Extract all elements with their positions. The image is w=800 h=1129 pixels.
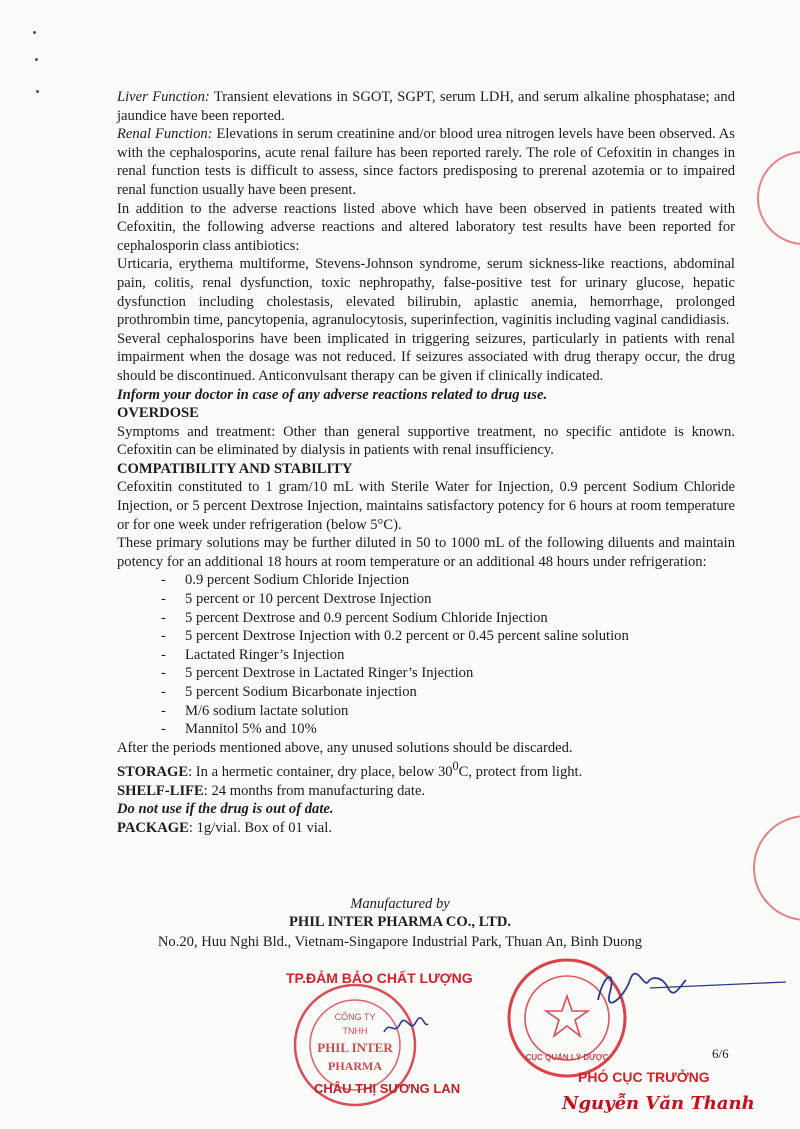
storage-paragraph [117, 757, 735, 781]
overdose-text: Symptoms and treatment: Other than general supportive treatment, no specific antidote is known. Cefoxitin can be eliminated by dialysis in patients with renal insufficiency. [117, 423, 735, 459]
list-item [117, 609, 735, 628]
margin-mark [35, 58, 38, 61]
director-title: PHÓ CỤC TRƯỞNG [578, 1069, 710, 1085]
renal-function-text: Elevations in serum creatinine and/or blood urea nitrogen levels have been observed. As with the cephalosporins, acute renal failure has been reported rarely. The role of Cefoxitin in changes in renal function tests is difficult to assess, since factors predisposing to prerenal azotemia or to impaired renal function usually have been present. [117, 126, 735, 198]
page-number: 6/6 [712, 1046, 729, 1061]
shelf-life-text: : 24 months from manufacturing date. [203, 782, 426, 799]
list-item [117, 646, 735, 665]
compatibility-heading: COMPATIBILITY AND STABILITY [117, 460, 353, 477]
diluent-label: Mannitol 5% and 10% [185, 721, 317, 738]
liver-function-text: Transient elevations in SGOT, SGPT, serum LDH, and serum alkaline phosphatase; and jaundice have been reported. [117, 89, 735, 124]
list-bullet: - [161, 721, 166, 738]
storage-text: : In a hermetic container, dry place, below 30 [188, 764, 453, 781]
stamp-line: TNHH [342, 1026, 368, 1036]
director-name: Nguyễn Văn Thanh [562, 1093, 755, 1114]
list-item [117, 702, 735, 721]
storage-label: STORAGE [117, 764, 189, 781]
authority-stamp-text: CỤC QUẢN LÝ DƯỢC [525, 1053, 609, 1062]
stamp-line: CÔNG TY [334, 1012, 376, 1022]
compatibility-text-1: Cefoxitin constituted to 1 gram/10 mL with Sterile Water for Injection, 0.9 percent Sodium Chloride Injection, or 5 percent Dextrose Injection, maintains satisfactory potency for 6 hours at room temperature or for one week under refrigeration (below 5°C). [117, 479, 735, 533]
list-bullet: - [161, 628, 166, 645]
document-body [117, 88, 735, 838]
diluent-label: M/6 sodium lactate solution [185, 702, 349, 719]
stamp-line: PHARMA [328, 1059, 382, 1073]
diluent-label: 5 percent or 10 percent Dextrose Injection [185, 591, 432, 608]
manufactured-by-label: Manufactured by [350, 896, 450, 912]
list-bullet: - [161, 684, 166, 700]
shelf-life-paragraph [117, 782, 735, 801]
class-reactions-paragraph: Urticaria, erythema multiforme, Stevens-Johnson syndrome, serum sickness-like reactions, abdominal pain, colitis, renal dysfunction, toxic nephropathy, false-positive test for urinary glucose, hepatic dysfunction including cholestasis, elevated bilirubin, aplastic anemia, hemorrhage, prolonged prothrombin time, pancytopenia, agranulocytosis, superinfection, vaginitis including vaginal candidiasis. [117, 256, 735, 329]
compatibility-text-2: These primary solutions may be further diluted in 50 to 1000 mL of the following diluents and maintain potency for an additional 18 hours at room temperature or an additional 48 hours under refrigeration: [117, 535, 735, 570]
package-text: : 1g/vial. Box of 01 vial. [188, 820, 332, 837]
qa-signature [380, 1012, 430, 1042]
diluent-label: 5 percent Dextrose in Lactated Ringer’s Injection [185, 665, 474, 682]
renal-function-paragraph [117, 125, 735, 199]
director-signature [590, 958, 790, 1018]
list-bullet: - [161, 572, 166, 589]
degree-superscript: 0 [452, 759, 459, 774]
diluent-label: 5 percent Dextrose Injection with 0.2 percent or 0.45 percent saline solution [185, 628, 629, 645]
stamp-line: PHIL INTER [317, 1040, 393, 1055]
inform-doctor-warning: Inform your doctor in case of any adverse reactions related to drug use. [117, 386, 548, 403]
shelf-life-label: SHELF-LIFE [117, 782, 204, 799]
manufacturer-address: No.20, Huu Nghi Bld., Vietnam-Singapore Industrial Park, Thuan An, Binh Duong [157, 934, 643, 950]
list-item [117, 571, 735, 590]
diluent-list [117, 571, 735, 738]
list-item [117, 664, 735, 683]
list-item [117, 720, 735, 739]
list-bullet: - [161, 609, 166, 626]
liver-function-paragraph [117, 88, 735, 125]
manufacturer-name: PHIL INTER PHARMA CO., LTD. [288, 914, 512, 930]
package-paragraph [117, 819, 735, 838]
renal-function-label: Renal Function: [117, 126, 213, 143]
liver-function-label: Liver Function: [117, 89, 210, 105]
list-bullet: - [161, 665, 166, 682]
additional-reactions-paragraph: In addition to the adverse reactions listed above which have been observed in patients treated with Cefoxitin, the following adverse reactions and altered laboratory test results have been reported for cephalosporin class antibiotics: [117, 200, 735, 254]
list-item [117, 683, 735, 702]
diluent-label: Lactated Ringer’s Injection [185, 646, 345, 663]
expiry-warning: Do not use if the drug is out of date. [117, 801, 334, 818]
qa-title: TP.ĐẢM BẢO CHẤT LƯỢNG [286, 970, 473, 986]
diluent-label: 5 percent Sodium Bicarbonate injection [185, 684, 417, 700]
list-item [117, 627, 735, 646]
diluent-label: 0.9 percent Sodium Chloride Injection [185, 572, 410, 589]
storage-text-end: C, protect from light. [458, 764, 583, 781]
overdose-heading: OVERDOSE [117, 405, 199, 422]
margin-mark [36, 90, 39, 93]
after-periods-text: After the periods mentioned above, any unused solutions should be discarded. [117, 739, 573, 756]
diluent-label: 5 percent Dextrose and 0.9 percent Sodium Chloride Injection [185, 609, 548, 626]
list-item [117, 590, 735, 609]
list-bullet: - [161, 646, 166, 663]
seizures-paragraph: Several cephalosporins have been implicated in triggering seizures, particularly in patients with renal impairment when the dosage was not reduced. If seizures associated with drug therapy occur, the drug should be discontinued. Anticonvulsant therapy can be given if clinically indicated. [117, 330, 735, 384]
list-bullet: - [161, 702, 166, 719]
margin-mark [33, 31, 36, 34]
margin-stamp [748, 808, 800, 928]
margin-stamp [752, 146, 800, 250]
list-bullet: - [161, 591, 166, 608]
package-label: PACKAGE [117, 820, 189, 837]
qa-name: CHÂU THỊ SƯƠNG LAN [314, 1081, 461, 1096]
